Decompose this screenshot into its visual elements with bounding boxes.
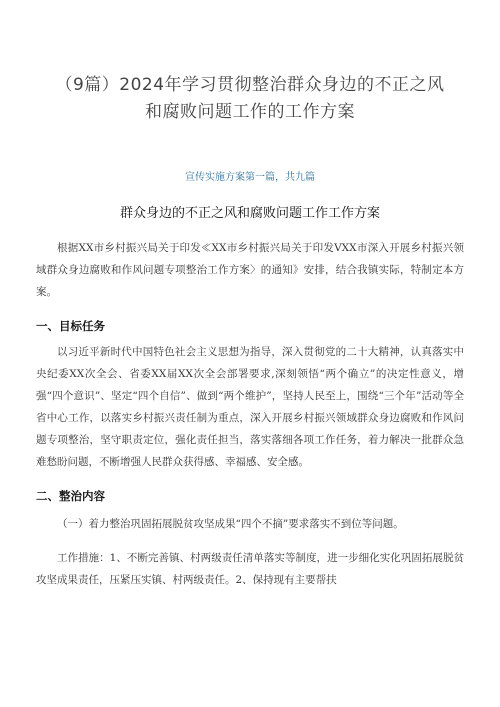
section-heading-goals: 一、目标任务 bbox=[36, 319, 105, 333]
section-heading-content: 二、整治内容 bbox=[36, 489, 105, 503]
document-title: 群众身边的不正之风和腐败问题工作工作方案 bbox=[119, 206, 380, 221]
goals-paragraph: 以习近平新时代中国特色社会主义思想为指导，深入贯彻党的二十大精神，认真落实中央纪委XX次全会、省委XX届XX次全会部署要求,深刻领悟“两个确立”的决定性意义，增强“四个意识”、坚定“四个自信”、做到“两个维护”，坚持人民至上，围绕“三个年”活动等全省中心工作，以落实乡村振兴责任制为重点，深入开展乡村振兴领域群众身边腐败和作风问题专项整治，坚守职责定位，强化责任担当，落实落细各项工作任务，着力解决一批群众急难愁盼问题，不断增强人民群众获得感、幸福感、安全感。 bbox=[36, 346, 464, 468]
content-item-1: （一）着力整治巩固拓展脱贫攻坚成果“四个不摘”要求落实不到位等问题。 bbox=[57, 518, 404, 530]
main-title bbox=[36, 0, 464, 126]
main-title-line1: （9篇）2024年学习贯彻整治群众身边的不正之风 bbox=[55, 75, 445, 95]
subtitle: 宣传实施方案第一篇，共九篇 bbox=[185, 172, 315, 183]
main-title-line2: 和腐败问题工作的工作方案 bbox=[145, 102, 355, 122]
intro-paragraph: 根据XX市乡村振兴局关于印发≪XX市乡村振兴局关于印发VXX市深入开展乡村振兴领域群众身边腐败和作风问题专项整治工作方案〉的通知》安排，结合我镇实际，特制定本方案。 bbox=[36, 242, 464, 298]
measures-paragraph: 工作措施：1、不断完善镇、村两级责任清单落实等制度，进一步细化实化巩固拓展脱贫攻坚成果责任，压紧压实镇、村两级责任。2、保持现有主要帮扶 bbox=[36, 552, 464, 586]
